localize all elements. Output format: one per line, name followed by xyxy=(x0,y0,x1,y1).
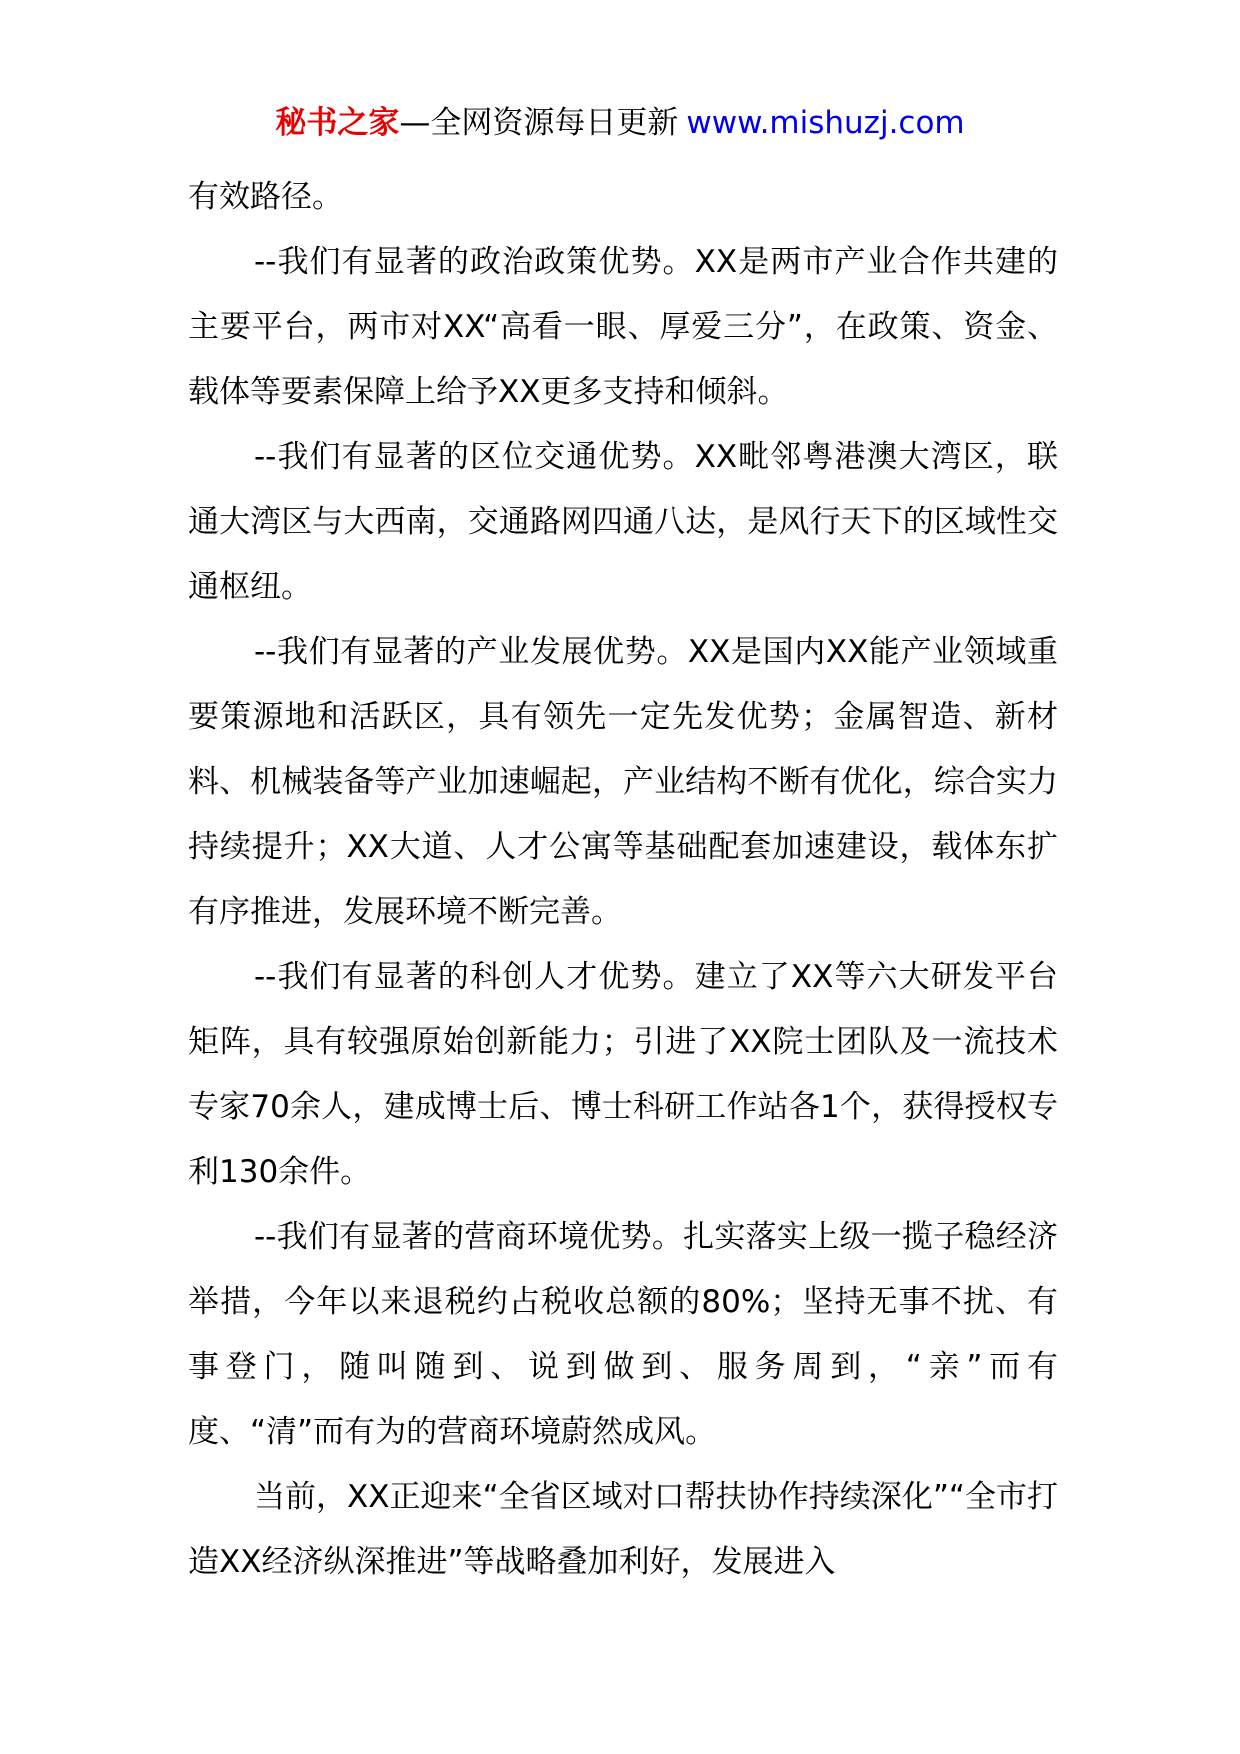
page-header xyxy=(0,98,1240,148)
document-body xyxy=(188,165,1058,1595)
header-brand: 秘书之家 xyxy=(275,105,400,141)
paragraph-continuation: 有效路径。 xyxy=(188,179,343,215)
paragraph-political-advantage: --我们有显著的政治政策优势。XX是两市产业合作共建的主要平台，两市对XX“高看一眼、厚爱三分”，在政策、资金、载体等要素保障上给予XX更多支持和倾斜。 xyxy=(188,244,1058,410)
paragraph-business-environment: --我们有显著的营商环境优势。扎实落实上级一揽子稳经济举措，今年以来退税约占税收总额的80%；坚持无事不扰、有事登门，随叫随到、说到做到、服务周到，“亲”而有度、“清”而有为的营商环境蔚然成风。 xyxy=(188,1219,1058,1450)
paragraph-current-situation: 当前，XX正迎来“全省区域对口帮扶协作持续深化”“全市打造XX经济纵深推进”等战略叠加利好，发展进入 xyxy=(188,1479,1058,1580)
paragraph-talent-advantage: --我们有显著的科创人才优势。建立了XX等六大研发平台矩阵，具有较强原始创新能力；引进了XX院士团队及一流技术专家70余人，建成博士后、博士科研工作站各1个，获得授权专利130余件。 xyxy=(188,959,1058,1190)
paragraph-industry-advantage: --我们有显著的产业发展优势。XX是国内XX能产业领域重要策源地和活跃区，具有领先一定先发优势；金属智造、新材料、机械装备等产业加速崛起，产业结构不断有优化，综合实力持续提升；XX大道、人才公寓等基础配套加速建设，载体东扩有序推进，发展环境不断完善。 xyxy=(188,634,1058,930)
paragraph-location-advantage: --我们有显著的区位交通优势。XX毗邻粤港澳大湾区，联通大湾区与大西南，交通路网四通八达，是风行天下的区域性交通枢纽。 xyxy=(188,439,1058,605)
header-tagline: —全网资源每日更新 xyxy=(399,105,679,141)
header-url-link[interactable]: www.mishuzj.com xyxy=(686,105,965,141)
